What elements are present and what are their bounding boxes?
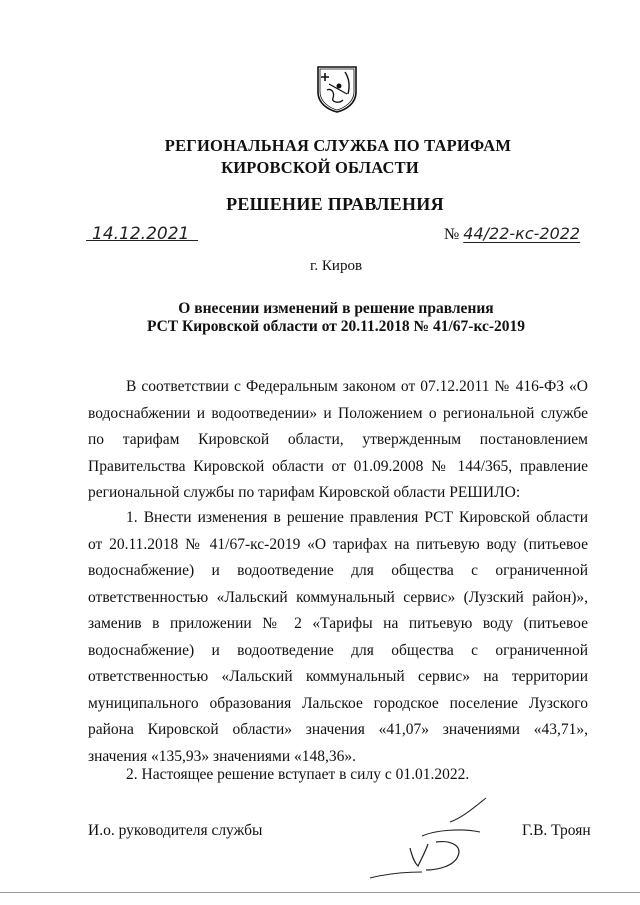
number-prefix: №	[444, 226, 460, 243]
page-bottom-rule	[0, 892, 640, 893]
subject-line2: РСТ Кировской области от 20.11.2018 № 41/67-кс-2019	[146, 318, 526, 335]
paragraph-item-2: 2. Настоящее решение вступает в силу с 01.01.2022.	[126, 766, 470, 783]
org-name-line1: РЕГИОНАЛЬНАЯ СЛУЖБА ПО ТАРИФАМ	[164, 136, 512, 155]
signature-icon	[366, 792, 496, 882]
decision-number	[444, 224, 580, 244]
org-name-line2: КИРОВСКОЙ ОБЛАСТИ	[221, 158, 419, 177]
document-type-title: РЕШЕНИЕ ПРАВЛЕНИЯ	[226, 194, 444, 214]
paragraph-preamble: В соответствии с Федеральным законом от 07.12.2011 № 416-ФЗ «О водоснабжении и водоотведении» и Положением о региональной службе по тарифам Кировской области, утвержденным постановлением Правительства Кировской области от 01.09.2008 № 144/365, правление региональной службы по тарифам Кировской области РЕШИЛО:	[88, 378, 588, 501]
coat-of-arms-icon	[315, 64, 359, 114]
signatory-role: И.о. руководителя службы	[88, 822, 263, 839]
city: г. Киров	[309, 258, 363, 274]
number-value: 44/22-кс-2022	[463, 224, 581, 243]
signatory-name: Г.В. Троян	[522, 822, 591, 839]
paragraph-item-1: 1. Внести изменения в решение правления РСТ Кировской области от 20.11.2018 № 41/67-кс-2019 «О тарифах на питьевую воду (питьевое водоснабжение) и водоотведение для общества с ограниченной ответственностью «Лальский коммунальный сервис» (Лузский район)», заменив в приложении № 2 «Тарифы на питьевую воду (питьевое водоснабжение) и водоотведение для общества с ограниченной ответственностью «Лальский коммунальный сервис» на территории муниципального образования Лальское городское поселение Лузского района Кировской области» значения «41,07» значениями «43,71», значения «135,93» значениями «148,36».	[88, 509, 588, 765]
decision-date: 14.12.2021	[92, 224, 190, 244]
subject-line1: О внесении изменений в решение правления	[178, 300, 494, 317]
date-underline	[86, 240, 198, 241]
